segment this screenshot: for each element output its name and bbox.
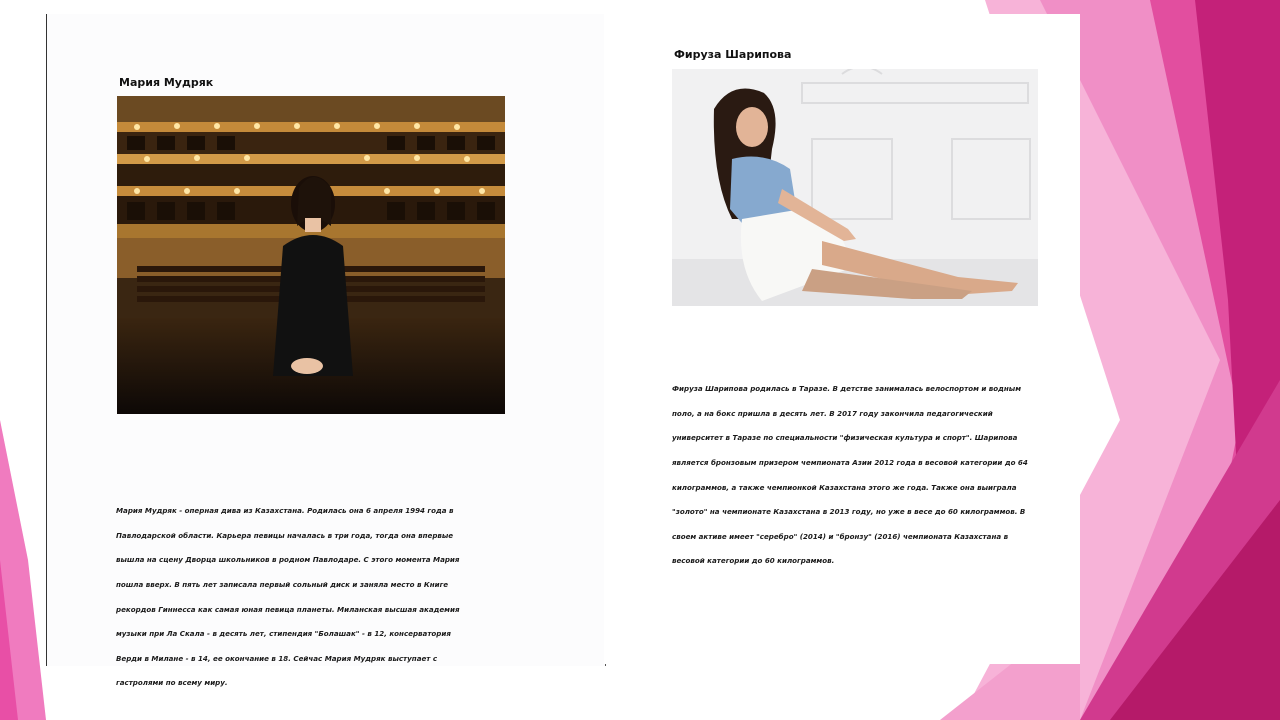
bio-line: своем активе имеет "серебро" (2014) и "бронзу" (2016) чемпионата Казахстана в: [672, 531, 1009, 541]
bio-line: пошла вверх. В пять лет записала первый сольный диск и заняла место в Книге: [116, 580, 449, 590]
right-page: [604, 14, 1080, 664]
bio-line: рекордов Гиннесса как самая юная певица планеты. Миланская высшая академия: [116, 604, 460, 614]
bio-line: поло, а на бокс пришла в десять лет. В 2017 году закончила педагогический: [672, 408, 993, 418]
right-page-name: Фируза Шарипова: [674, 48, 792, 61]
bio-line: является бронзовым призером чемпионата Азии 2012 года в весовой категории до 64: [672, 458, 1028, 468]
bio-line: килограммов, а также чемпионкой Казахстана этого же года. Также она выиграла: [672, 482, 1017, 492]
bio-line: Мария Мудряк - оперная дива из Казахстана. Родилась она 6 апреля 1994 года в: [116, 506, 454, 516]
right-page-biography: [672, 371, 1052, 580]
left-page-biography: [116, 493, 556, 702]
bio-line: гастролями по всему миру.: [116, 678, 228, 688]
bio-line: "золото" на чемпионате Казахстана в 2013 году, но уже в весе до 60 килограммов. В: [672, 507, 1026, 517]
portrait-photo-icon: [672, 69, 1038, 306]
bio-line: весовой категории до 60 килограммов.: [672, 556, 835, 566]
theatre-photo-icon: [117, 96, 505, 414]
bio-line: Верди в Милане - в 14, ее окончание в 18. Сейчас Мария Мудряк выступает с: [116, 653, 438, 663]
bio-line: Павлодарской области. Карьера певицы началась в три года, тогда она впервые: [116, 530, 454, 540]
bio-line: Фируза Шарипова родилась в Таразе. В детстве занималась велоспортом и водным: [672, 384, 1021, 394]
left-page-name: Мария Мудряк: [119, 76, 214, 89]
bio-line: университет в Таразе по специальности "физическая культура и спорт". Шарипова: [672, 433, 1018, 443]
left-page: [46, 14, 606, 688]
bio-line: вышла на сцену Дворца школьников в родном Павлодаре. С этого момента Мария: [116, 555, 460, 565]
opera-singer-photo: [117, 96, 505, 414]
bio-line: музыки при Ла Скала - в десять лет, стипендия "Болашак" - в 12, консерватория: [116, 629, 451, 639]
boxer-photo: [672, 69, 1038, 306]
